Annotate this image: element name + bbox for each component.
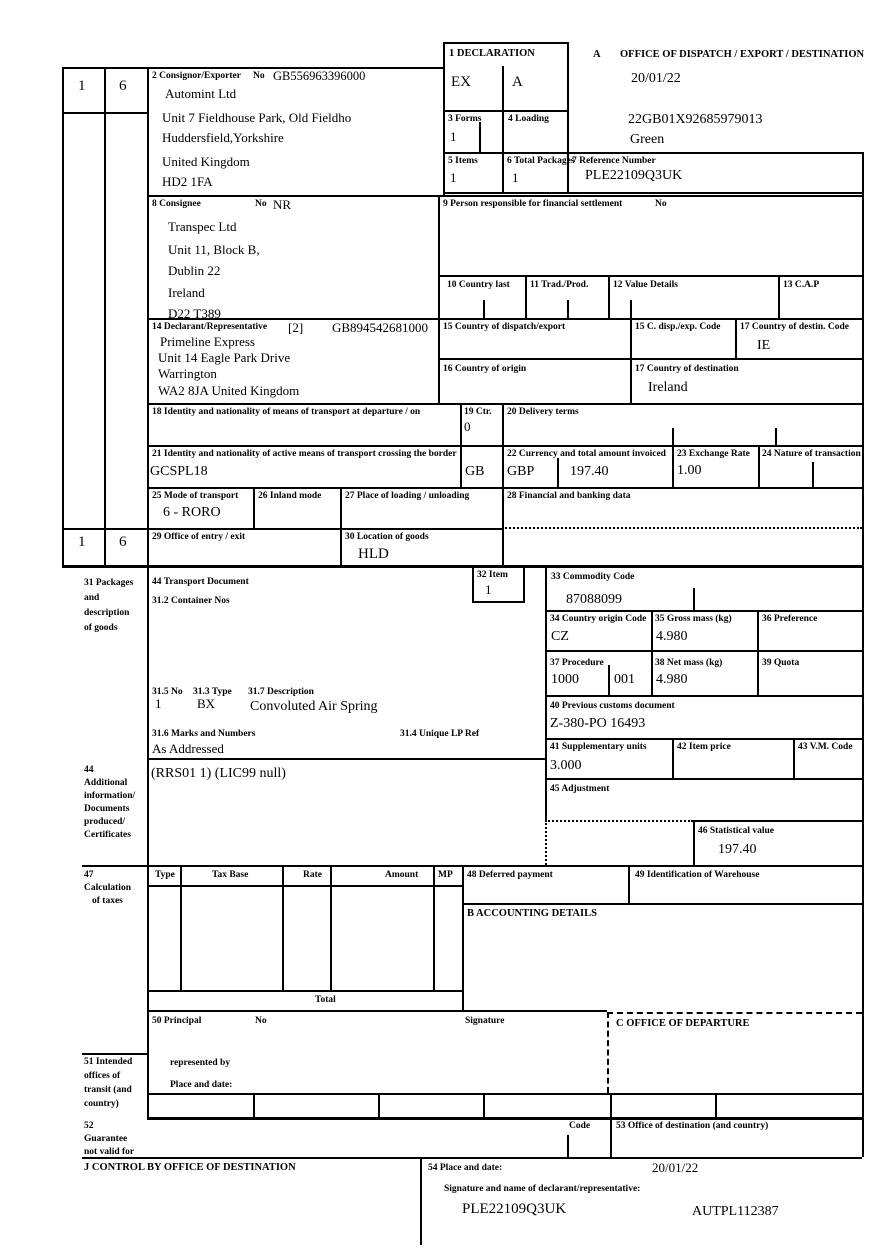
box50-place-date-label: Place and date: [170,1080,233,1090]
box17-destination-label: 17 Country of destination [635,364,739,374]
box21-transport-id-value: GCSPL18 [150,464,208,479]
box3-forms-label: 3 Forms [448,114,482,124]
box6-total-packages-label: 6 Total Packages [507,156,575,166]
divider [610,1093,612,1117]
box42-item-price-label: 42 Item price [677,742,731,752]
box54-place-date-label: 54 Place and date: [428,1163,503,1173]
box26-inland-mode-label: 26 Inland mode [258,491,322,501]
box48-deferred-payment-label: 48 Deferred payment [467,870,553,880]
box31-6-marks-numbers-label: 31.6 Marks and Numbers [152,729,256,739]
divider [147,1010,607,1012]
boxA-date: 20/01/22 [631,71,681,86]
box17a-destination-code-value: IE [757,338,771,353]
box15a-dispatch-code-label: 15 C. disp./exp. Code [635,322,721,332]
divider [758,445,760,487]
box19-ctr-value: 0 [464,419,471,434]
box9-no-label: No [655,199,667,209]
box2-consignor-label: 2 Consignor/Exporter [152,71,241,81]
divider-dotted [502,527,862,529]
divider [545,695,862,697]
divider [672,738,674,778]
box52-label-line3: not valid for [84,1147,135,1157]
box14-declarant-address2: Warrington [158,366,217,381]
box8-consignee-label: 8 Consignee [152,199,201,209]
section-divider [62,565,862,568]
divider [82,1053,147,1055]
box44-additional-label-line4: Documents [84,804,130,814]
divider-tick [479,122,481,152]
box12-value-details-label: 12 Value Details [613,280,678,290]
box8-consignee-postcode: D22 T389 [168,306,221,321]
box30-location-goods-label: 30 Location of goods [345,532,429,542]
divider [147,758,545,760]
divider [147,195,862,197]
box31-2-container-nos-label: 31.2 Container Nos [152,596,230,606]
box1-declaration-type: EX [451,74,471,90]
box20-delivery-terms-label: 20 Delivery terms [507,407,579,417]
divider [147,403,862,405]
divider [472,565,474,603]
divider-tick [630,300,632,318]
divider [715,1093,717,1117]
divider [793,738,795,778]
box9-financial-settlement-label: 9 Person responsible for financial settlement [443,199,623,209]
divider [147,445,862,447]
box47-label-line1: 47 [84,870,94,880]
boxB-accounting-details-label: B ACCOUNTING DETAILS [467,908,597,919]
box21-nationality-value: GB [465,464,485,479]
divider [462,865,464,1010]
box2-consignor-address2: Huddersfield,Yorkshire [162,130,284,145]
boxA-letter: A [593,49,601,60]
box50-no-label: No [255,1016,267,1026]
box8-consignee-address1: Unit 11, Block B, [168,242,260,257]
divider [567,42,569,192]
divider [147,990,462,992]
box32-item-value: 1 [485,582,492,597]
box7-reference-number-value: PLE22109Q3UK [585,168,683,183]
divider-dotted [545,820,547,865]
boxC-office-departure-label: C OFFICE OF DEPARTURE [616,1018,750,1029]
box21-transport-border-label: 21 Identity and nationality of active means of transport crossing the border [152,449,457,459]
box33-commodity-code-label: 33 Commodity Code [551,572,635,582]
box47-total-label: Total [315,995,336,1005]
box50-signature-label: Signature [465,1016,505,1026]
box22-currency-value: GBP [507,464,535,479]
box18-transport-departure-label: 18 Identity and nationality of means of transport at departure / on [152,407,421,417]
box22-amount-value: 197.40 [570,464,609,479]
divider [438,358,862,360]
box14-declarant-address1: Unit 14 Eagle Park Drive [158,350,291,365]
box23-exchange-rate-value: 1.00 [677,463,702,478]
box30-location-goods-value: HLD [358,546,389,562]
box54-signature-name-label: Signature and name of declarant/representative: [444,1184,641,1194]
divider [253,1093,255,1117]
box47-header-type: Type [155,870,175,880]
box35-gross-mass-value: 4.980 [656,629,688,644]
box44-additional-label-line2: Additional [84,778,128,788]
box31-packages-label-line4: of goods [84,623,118,633]
box25-mode-transport-value: 6 - RORO [163,505,221,520]
divider [438,195,440,403]
box2-no-label: No [253,71,265,81]
box7-reference-number-label: 7 Reference Number [572,156,656,166]
box37-procedure-value1: 1000 [551,672,579,687]
box19-ctr-label: 19 Ctr. [464,407,492,417]
box52-code-label: Code [569,1121,591,1131]
divider [180,865,182,990]
box53-office-destination-label: 53 Office of destination (and country) [616,1121,769,1131]
box54-reference-value: AUTPL112387 [692,1204,779,1219]
divider [693,820,695,865]
box10-country-last-label: 10 Country last [447,280,510,290]
box50-represented-by-label: represented by [170,1058,231,1068]
divider [757,610,759,695]
box11-trad-prod-label: 11 Trad./Prod. [530,280,589,290]
divider [525,275,527,318]
boxA-routing: Green [630,132,665,147]
box54-date-value: 20/01/22 [652,1160,699,1175]
divider [62,67,443,69]
divider [472,601,525,603]
box40-previous-document-value: Z-380-PO 16493 [550,716,646,731]
divider [628,865,630,903]
box37-procedure-label: 37 Procedure [550,658,604,668]
divider [147,318,862,320]
box1-declaration-subtype: A [512,74,523,90]
boxA-mrn: 22GB01X92685979013 [628,112,763,127]
box8-consignee-country: Ireland [168,285,205,300]
divider [523,565,525,603]
box25-mode-transport-label: 25 Mode of transport [152,491,239,501]
box52-label-line2: Guarantee [84,1134,128,1144]
box44-additional-label-line6: Certificates [84,830,131,840]
box47-label-line2: Calculation [84,883,131,893]
box44-additional-label-line1: 44 [84,765,94,775]
copy-number-1: 1 [78,78,86,94]
box27-place-loading-label: 27 Place of loading / unloading [345,491,470,501]
box31-6-marks-numbers-value: As Addressed [152,741,224,756]
divider-tick [693,588,695,610]
box34-country-origin-value: CZ [551,629,569,644]
box31-3-type-label: 31.3 Type [193,687,232,697]
box44-additional-label-line5: produced/ [84,817,126,827]
box36-preference-label: 36 Preference [762,614,818,624]
divider [443,152,862,154]
divider-dashed [607,1012,862,1014]
boxJ-control-label: J CONTROL BY OFFICE OF DESTINATION [84,1162,296,1173]
box51-label-line3: transit (and [84,1085,132,1095]
divider [82,1157,862,1159]
box46-statistical-value: 197.40 [718,842,757,857]
box31-7-description-label: 31.7 Description [248,687,314,697]
divider [735,318,737,358]
divider [438,275,862,277]
box37-procedure-value2: 001 [614,672,635,687]
box41-supplementary-units-value: 3.000 [550,758,582,773]
copy-number-6-lower: 6 [119,534,127,550]
divider [378,1093,380,1117]
divider [443,192,862,194]
box49-warehouse-label: 49 Identification of Warehouse [635,870,760,880]
divider [862,152,864,1157]
divider [340,487,342,565]
box33-commodity-code-value: 87088099 [566,592,622,607]
box29-office-entry-label: 29 Office of entry / exit [152,532,246,542]
box31-packages-label-line2: and [84,593,100,603]
divider-tick [567,1135,569,1157]
box6-total-packages-value: 1 [512,170,519,185]
box44-additional-value: (RRS01 1) (LIC99 null) [151,766,286,781]
divider [147,67,149,1117]
divider-tick [812,462,814,487]
box50-principal-label: 50 Principal [152,1016,202,1026]
divider [545,565,547,820]
divider [147,1117,862,1120]
box40-previous-document-label: 40 Previous customs document [550,701,675,711]
box17-destination-value: Ireland [648,380,688,395]
box16-origin-label: 16 Country of origin [443,364,527,374]
box2-consignor-address1: Unit 7 Fieldhouse Park, Old Fieldho [162,110,352,125]
box14-declarant-label: 14 Declarant/Representative [152,322,268,332]
box32-item-label: 32 Item [477,570,508,580]
box14-declarant-name: Primeline Express [160,334,255,349]
divider-tick [775,428,777,445]
divider [483,1093,485,1117]
divider [433,865,435,990]
divider-tick [567,300,569,318]
box3-forms-value: 1 [450,129,457,144]
box38-net-mass-label: 38 Net mass (kg) [655,658,723,668]
box31-packages-label-line1: 31 Packages [84,578,134,588]
divider-dotted [545,820,693,822]
boxA-office-of-dispatch-label: OFFICE OF DISPATCH / EXPORT / DESTINATION [620,49,865,60]
box47-label-line3: of taxes [92,896,123,906]
box2-consignor-eori: GB556963396000 [273,69,366,83]
divider [82,865,862,867]
box8-no-label: No [255,199,267,209]
box8-consignee-id: NR [273,197,292,212]
divider [545,778,862,780]
box31-5-no-value: 1 [155,696,162,711]
box47-header-amount: Amount [385,870,419,880]
box5-items-label: 5 Items [448,156,478,166]
divider [545,738,862,740]
box23-exchange-rate-label: 23 Exchange Rate [677,449,750,459]
box14-declarant-postcode: WA2 8JA United Kingdom [158,383,300,398]
box4-loading-label: 4 Loading [508,114,549,124]
divider [443,42,567,44]
box46-statistical-value-label: 46 Statistical value [698,826,774,836]
box24-nature-transaction-label: 24 Nature of transaction [762,449,861,459]
box51-label-line2: offices of [84,1071,121,1081]
box31-5-no-label: 31.5 No [152,687,183,697]
divider [545,650,862,652]
box15-dispatch-label: 15 Country of dispatch/export [443,322,566,332]
box44-transport-document-label: 44 Transport Document [152,577,249,587]
box1-declaration-label: 1 DECLARATION [449,48,535,59]
divider-dashed [607,1012,609,1093]
divider [672,428,674,487]
divider [651,610,653,695]
box41-supplementary-units-label: 41 Supplementary units [550,742,647,752]
box31-7-description-value: Convoluted Air Spring [250,699,378,714]
box14-declarant-eori: GB894542681000 [332,320,429,335]
divider-tick [608,665,610,695]
divider [420,1157,422,1245]
divider [693,820,862,822]
divider [443,110,567,112]
divider [610,1117,612,1157]
box13-cap-label: 13 C.A.P [783,280,820,290]
box28-financial-banking-label: 28 Financial and banking data [507,491,631,501]
box17a-destination-code-label: 17 Country of destin. Code [740,322,849,332]
box2-consignor-postcode: HD2 1FA [162,174,213,189]
box22-currency-label: 22 Currency and total amount invoiced [507,449,666,459]
box31-3-type-value: BX [197,696,216,711]
box54-signature-value: PLE22109Q3UK [462,1201,567,1217]
divider [330,865,332,990]
box51-label-line4: country) [84,1099,119,1109]
divider [253,487,255,528]
divider [608,275,610,318]
box35-gross-mass-label: 35 Gross mass (kg) [655,614,732,624]
copy-number-1-lower: 1 [78,534,86,550]
divider [545,610,862,612]
divider [502,403,504,565]
box38-net-mass-value: 4.980 [656,672,688,687]
copy-number-6: 6 [119,78,127,94]
box39-quota-label: 39 Quota [762,658,800,668]
box52-label-line1: 52 [84,1121,94,1131]
divider [443,42,445,195]
box2-consignor-country: United Kingdom [162,154,250,169]
box8-consignee-address2: Dublin 22 [168,263,221,278]
divider [104,67,106,565]
box47-header-rate: Rate [303,870,322,880]
divider [460,403,462,487]
divider [502,66,504,192]
divider [62,528,502,530]
box43-vm-code-label: 43 V.M. Code [798,742,853,752]
box51-label-line1: 51 Intended [84,1057,133,1067]
divider-tick [483,300,485,318]
divider [147,885,462,887]
box8-consignee-name: Transpec Ltd [168,219,237,234]
divider [282,865,284,990]
box5-items-value: 1 [450,170,457,185]
divider-tick [557,458,559,487]
box45-adjustment-label: 45 Adjustment [550,784,610,794]
box31-packages-label-line3: description [84,608,130,618]
box47-header-mp: MP [438,870,453,880]
box34-country-origin-label: 34 Country origin Code [550,614,647,624]
divider [462,903,862,905]
divider [630,318,632,403]
box14-declarant-code: [2] [288,320,304,335]
divider [62,67,64,565]
box2-consignor-name: Automint Ltd [165,86,237,101]
box47-header-tax-base: Tax Base [212,870,249,880]
divider [778,275,780,318]
box44-additional-label-line3: information/ [84,791,136,801]
box31-4-unique-lp-ref-label: 31.4 Unique LP Ref [400,729,480,739]
